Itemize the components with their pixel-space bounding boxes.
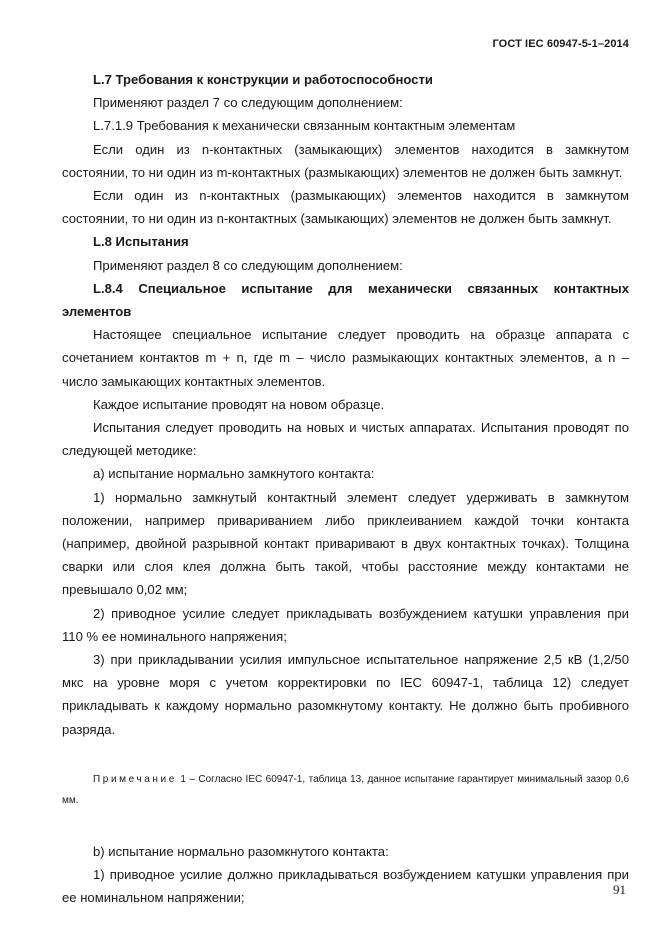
note-label: Примечание [93, 773, 177, 785]
paragraph: Если один из n-контактных (замыкающих) элементов находится в замкнутом состоянии, то ни один из m-контактных (размыкающих) элементов не должен быть замкнут. [62, 141, 629, 180]
note-text: 1 – Согласно IEC 60947-1, таблица 13, данное испытание гарантирует минимальный зазор 0,6 мм. [62, 773, 630, 806]
paragraph: Каждое испытание проводят на новом образце. [93, 396, 385, 412]
list-item: 2) приводное усилие следует прикладывать возбуждением катушки управления при 110 % ее номинального напряжения; [62, 605, 629, 644]
paragraph: Если один из n-контактных (размыкающих) элементов находится в замкнутом состоянии, то ни один из n-контактных (замыкающих) элементов не должен быть замкнут. [62, 188, 629, 227]
section-l7-heading: L.7 Требования к конструкции и работоспособности [93, 72, 433, 87]
section-l8-heading: L.8 Испытания [93, 234, 189, 250]
note [62, 769, 629, 811]
list-item: b) испытание нормально разомкнутого контакта: [93, 843, 389, 859]
document-header: ГОСТ IEC 60947-5-1–2014 [492, 38, 629, 50]
list-item: 1) приводное усилие должно прикладываться возбуждением катушки управления при ее номинальном напряжении; [62, 867, 629, 906]
page-number: 91 [613, 882, 626, 897]
paragraph: Применяют раздел 7 со следующим дополнением: [93, 95, 403, 111]
list-item: 3) при прикладывании усилия импульсное испытательное напряжение 2,5 кВ (1,2/50 мкс на уровне моря с учетом корректировки по IEC 60947-1, таблица 12) следует прикладывать к каждому нормально разомкнутому контакту. Не должно быть пробивного разряда. [62, 652, 629, 737]
paragraph: Настоящее специальное испытание следует проводить на образце аппарата с сочетанием контактов m + n, где m – число размыкающих контактных элементов, а n – число замыкающих контактных элементов. [62, 327, 629, 389]
list-item: 1) нормально замкнутый контактный элемент следует удерживать в замкнутом положении, например привариванием либо приклеиванием каждой точки контакта (например, двойной разрывной контакт приваривают в двух контактных точках). Толщина сварки или слоя клея должна быть такой, чтобы расстояние между контактами не превышало 0,02 мм; [62, 489, 629, 598]
list-item: a) испытание нормально замкнутого контакта: [93, 466, 375, 482]
section-l84-heading: L.8.4 Специальное испытание для механически связанных контактных элементов [62, 280, 629, 320]
paragraph: Испытания следует проводить на новых и чистых аппаратах. Испытания проводят по следующей методике: [62, 420, 629, 459]
subsection-l7-1-9: L.7.1.9 Требования к механически связанным контактным элементам [93, 118, 516, 134]
paragraph: Применяют раздел 8 со следующим дополнением: [93, 257, 403, 273]
page-content [62, 68, 629, 910]
